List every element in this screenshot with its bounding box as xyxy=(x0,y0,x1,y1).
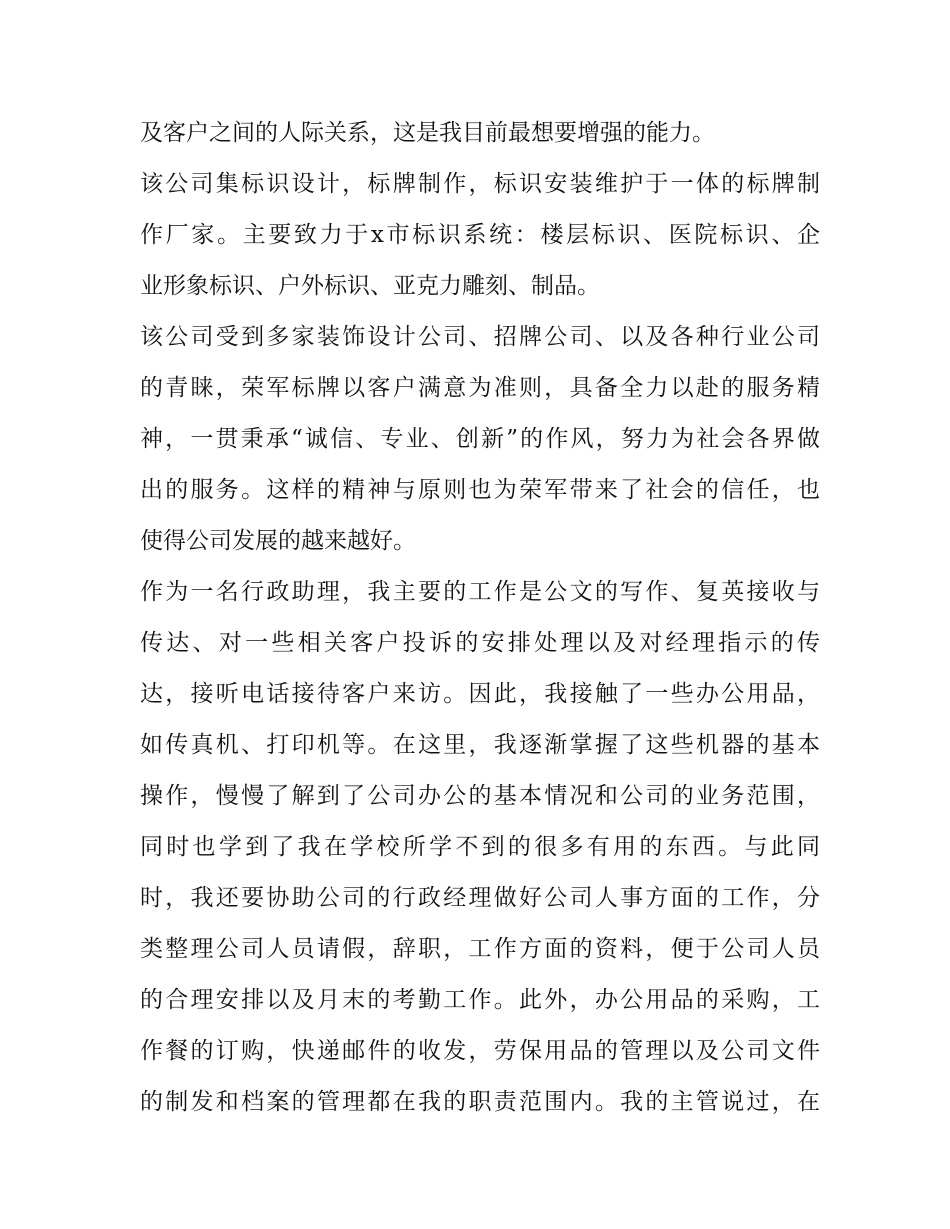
body-text xyxy=(140,108,820,1128)
text-line: 作为一名行政助理，我主要的工作是公文的写作、复英接收与 xyxy=(140,579,820,605)
text-line: 如传真机、打印机等。在这里，我逐渐掌握了这些机器的基本 xyxy=(140,732,820,758)
text-line: 及客户之间的人际关系，这是我目前最想要增强的能力。 xyxy=(140,120,715,146)
text-line: 的合理安排以及月末的考勤工作。此外，办公用品的采购，工 xyxy=(140,987,820,1013)
text-line: 作餐的订购，快递邮件的收发，劳保用品的管理以及公司文件 xyxy=(140,1038,820,1064)
text-line: 操作，慢慢了解到了公司办公的基本情况和公司的业务范围， xyxy=(140,783,820,809)
text-line: 该公司受到多家装饰设计公司、招牌公司、以及各种行业公司 xyxy=(140,324,820,350)
text-line: 业形象标识、户外标识、亚克力雕刻、制品。 xyxy=(140,273,600,299)
text-line: 神，一贯秉承“诚信、专业、创新”的作风，努力为社会各界做 xyxy=(140,426,820,452)
text-line: 该公司集标识设计，标牌制作，标识安装维护于一体的标牌制 xyxy=(140,171,820,197)
text-line: 的青睐，荣军标牌以客户满意为准则，具备全力以赴的服务精 xyxy=(140,375,820,401)
text-line: 出的服务。这样的精神与原则也为荣军带来了社会的信任，也 xyxy=(140,477,820,503)
text-line: 时，我还要协助公司的行政经理做好公司人事方面的工作，分 xyxy=(140,885,820,911)
text-line: 同时也学到了我在学校所学不到的很多有用的东西。与此同 xyxy=(140,834,820,860)
text-line: 传达、对一些相关客户投诉的安排处理以及对经理指示的传 xyxy=(140,630,820,656)
text-line: 达，接听电话接待客户来访。因此，我接触了一些办公用品， xyxy=(140,681,820,707)
text-line: 作厂家。主要致力于x市标识系统：楼层标识、医院标识、企 xyxy=(140,222,820,248)
text-line: 类整理公司人员请假，辞职，工作方面的资料，便于公司人员 xyxy=(140,936,820,962)
text-line: 使得公司发展的越来越好。 xyxy=(140,528,416,554)
text-line: 的制发和档案的管理都在我的职责范围内。我的主管说过，在 xyxy=(140,1089,820,1115)
